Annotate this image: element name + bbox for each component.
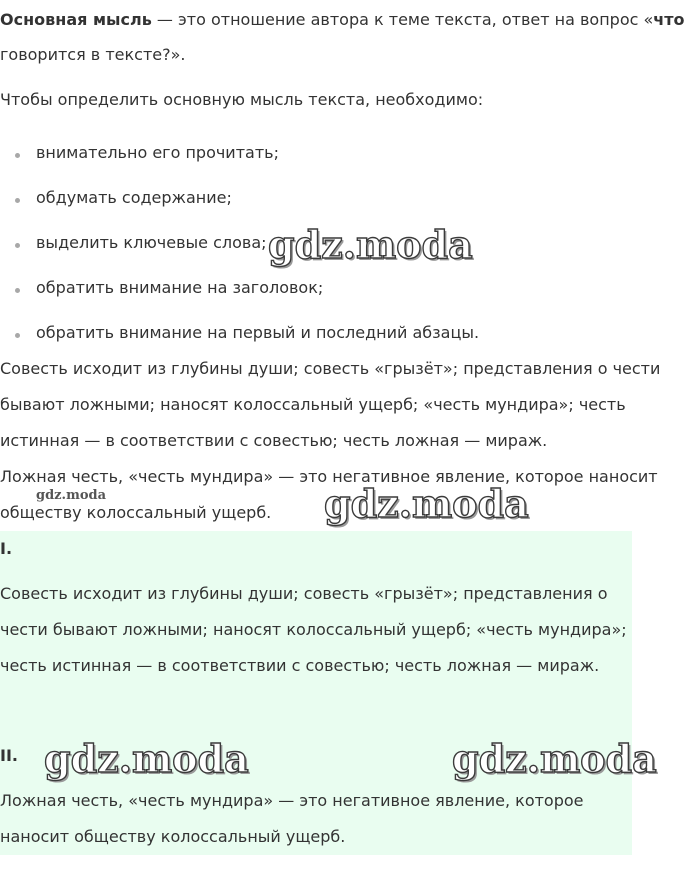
answer-section-2-line: Ложная честь, «честь мундира» — это негативное явление, которое <box>0 791 584 810</box>
answer-section-1-line: честь истинная — в соответствии с совестью; честь ложная — мираж. <box>0 656 600 675</box>
section-1-label: I. <box>0 539 13 558</box>
paragraph-1-line: истинная — в соответствии с совестью; честь ложная — мираж. <box>0 431 548 450</box>
intro-line-1-bold-end: что <box>653 10 685 29</box>
paragraph-2-line: Ложная честь, «честь мундира» — это негативное явление, которое наносит <box>0 467 658 486</box>
intro-line-1 <box>0 10 685 30</box>
list-item-text: обратить внимание на первый и последний абзацы. <box>36 323 480 342</box>
bullet-icon <box>15 288 20 293</box>
watermark-logo: gdz.moda <box>268 222 473 267</box>
answer-section-1-line: чести бывают ложными; наносят колоссальный ущерб; «честь мундира»; <box>0 620 627 639</box>
list-item-text: обдумать содержание; <box>36 188 232 207</box>
bullet-icon <box>15 333 20 338</box>
paragraph-1-line: Совесть исходит из глубины души; совесть «грызёт»; представления о чести <box>0 359 661 378</box>
paragraph-1-line: бывают ложными; наносят колоссальный ущерб; «честь мундира»; честь <box>0 395 626 414</box>
lead-text: Чтобы определить основную мысль текста, необходимо: <box>0 90 484 109</box>
intro-line-1-text: — это отношение автора к теме текста, ответ на вопрос « <box>151 10 654 29</box>
term-main-idea: Основная мысль <box>0 10 152 29</box>
watermark-small-logo: gdz.moda <box>36 488 107 503</box>
list-item-text: обратить внимание на заголовок; <box>36 278 324 297</box>
answer-section-2-line: наносит обществу колоссальный ущерб. <box>0 827 346 846</box>
bullet-icon <box>15 153 20 158</box>
list-item-text: внимательно его прочитать; <box>36 143 279 162</box>
watermark-logo: gdz.moda <box>324 481 529 526</box>
bullet-icon <box>15 198 20 203</box>
list-item-text: выделить ключевые слова; <box>36 233 267 252</box>
paragraph-2-line: обществу колоссальный ущерб. <box>0 503 272 522</box>
answer-section-1-line: Совесть исходит из глубины души; совесть «грызёт»; представления о <box>0 584 608 603</box>
bullet-icon <box>15 243 20 248</box>
watermark-logo: gdz.moda <box>44 736 249 781</box>
watermark-logo: gdz.moda <box>452 736 657 781</box>
intro-line-2: говорится в тексте?». <box>0 45 186 64</box>
section-2-label: II. <box>0 746 18 765</box>
